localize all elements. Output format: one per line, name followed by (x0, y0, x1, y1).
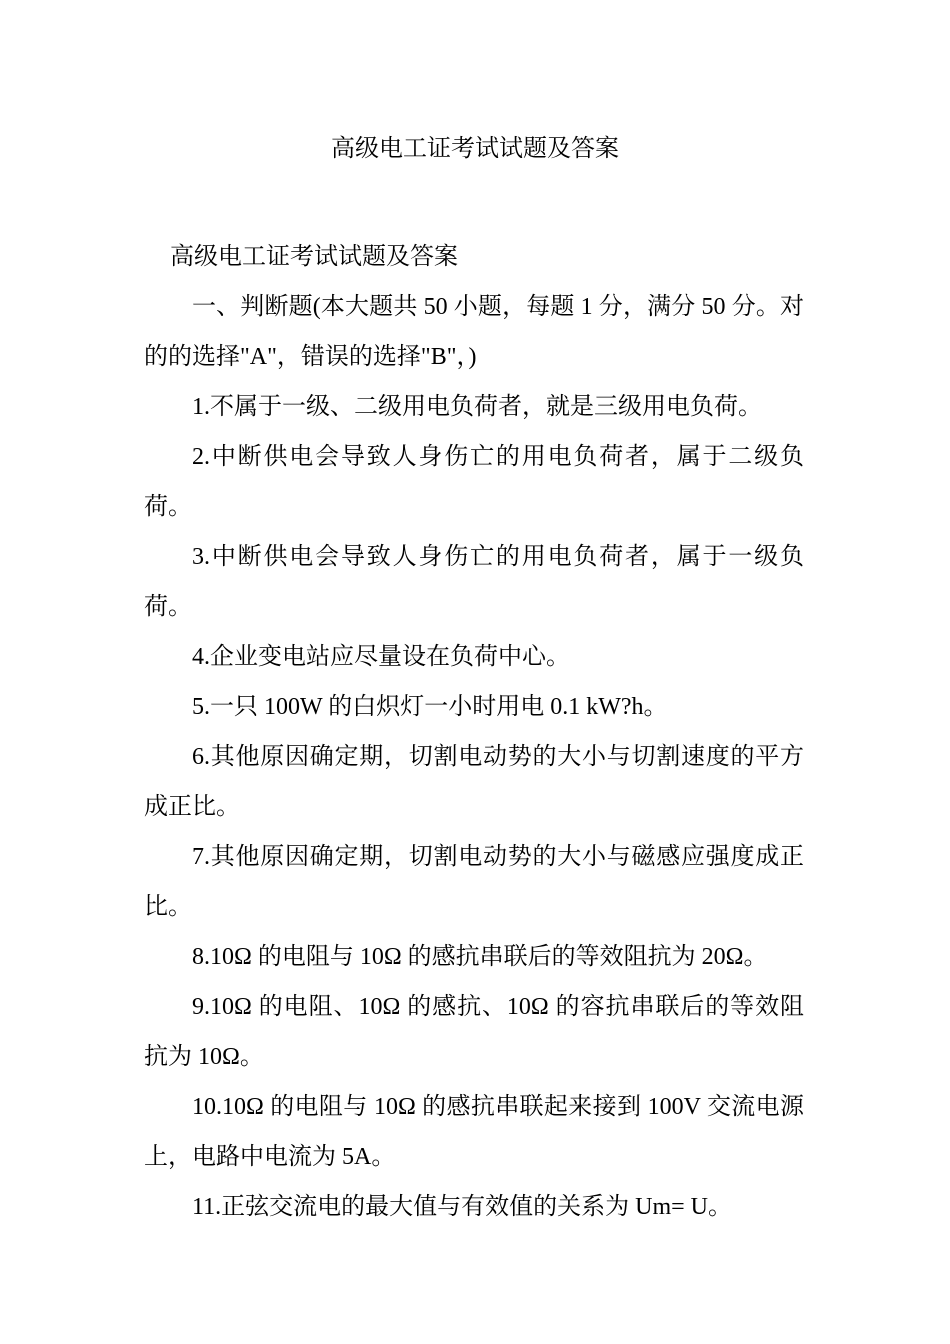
question-item: 5.一只 100W 的白炽灯一小时用电 0.1 kW?h。 (192, 694, 668, 720)
question-item: 1.不属于一级、二级用电负荷者，就是三级用电负荷。 (192, 394, 762, 420)
question-item: 9.10Ω 的电阻、10Ω 的感抗、10Ω 的容抗串联后的等效阻抗为 10Ω。 (144, 994, 804, 1070)
question-item: 8.10Ω 的电阻与 10Ω 的感抗串联后的等效阻抗为 20Ω。 (192, 944, 768, 970)
question-item: 3.中断供电会导致人身伤亡的用电负荷者，属于一级负荷。 (144, 544, 804, 620)
body-heading: 高级电工证考试试题及答案 (170, 244, 458, 270)
document-title: 高级电工证考试试题及答案 (331, 136, 619, 162)
question-item: 11.正弦交流电的最大值与有效值的关系为 Um= U。 (192, 1194, 732, 1220)
question-item: 10.10Ω 的电阻与 10Ω 的感抗串联起来接到 100V 交流电源上，电路中电流为 5A。 (144, 1094, 804, 1170)
question-item: 6.其他原因确定期，切割电动势的大小与切割速度的平方成正比。 (144, 744, 804, 820)
question-item: 2.中断供电会导致人身伤亡的用电负荷者，属于二级负荷。 (144, 444, 804, 520)
document-body (144, 232, 804, 1232)
question-item: 4.企业变电站应尽量设在负荷中心。 (192, 644, 570, 670)
question-item: 7.其他原因确定期，切割电动势的大小与磁感应强度成正比。 (144, 844, 804, 920)
section-header: 一、判断题(本大题共 50 小题，每题 1 分，满分 50 分。对的的选择"A"，错误的选择"B"，) (144, 294, 804, 370)
